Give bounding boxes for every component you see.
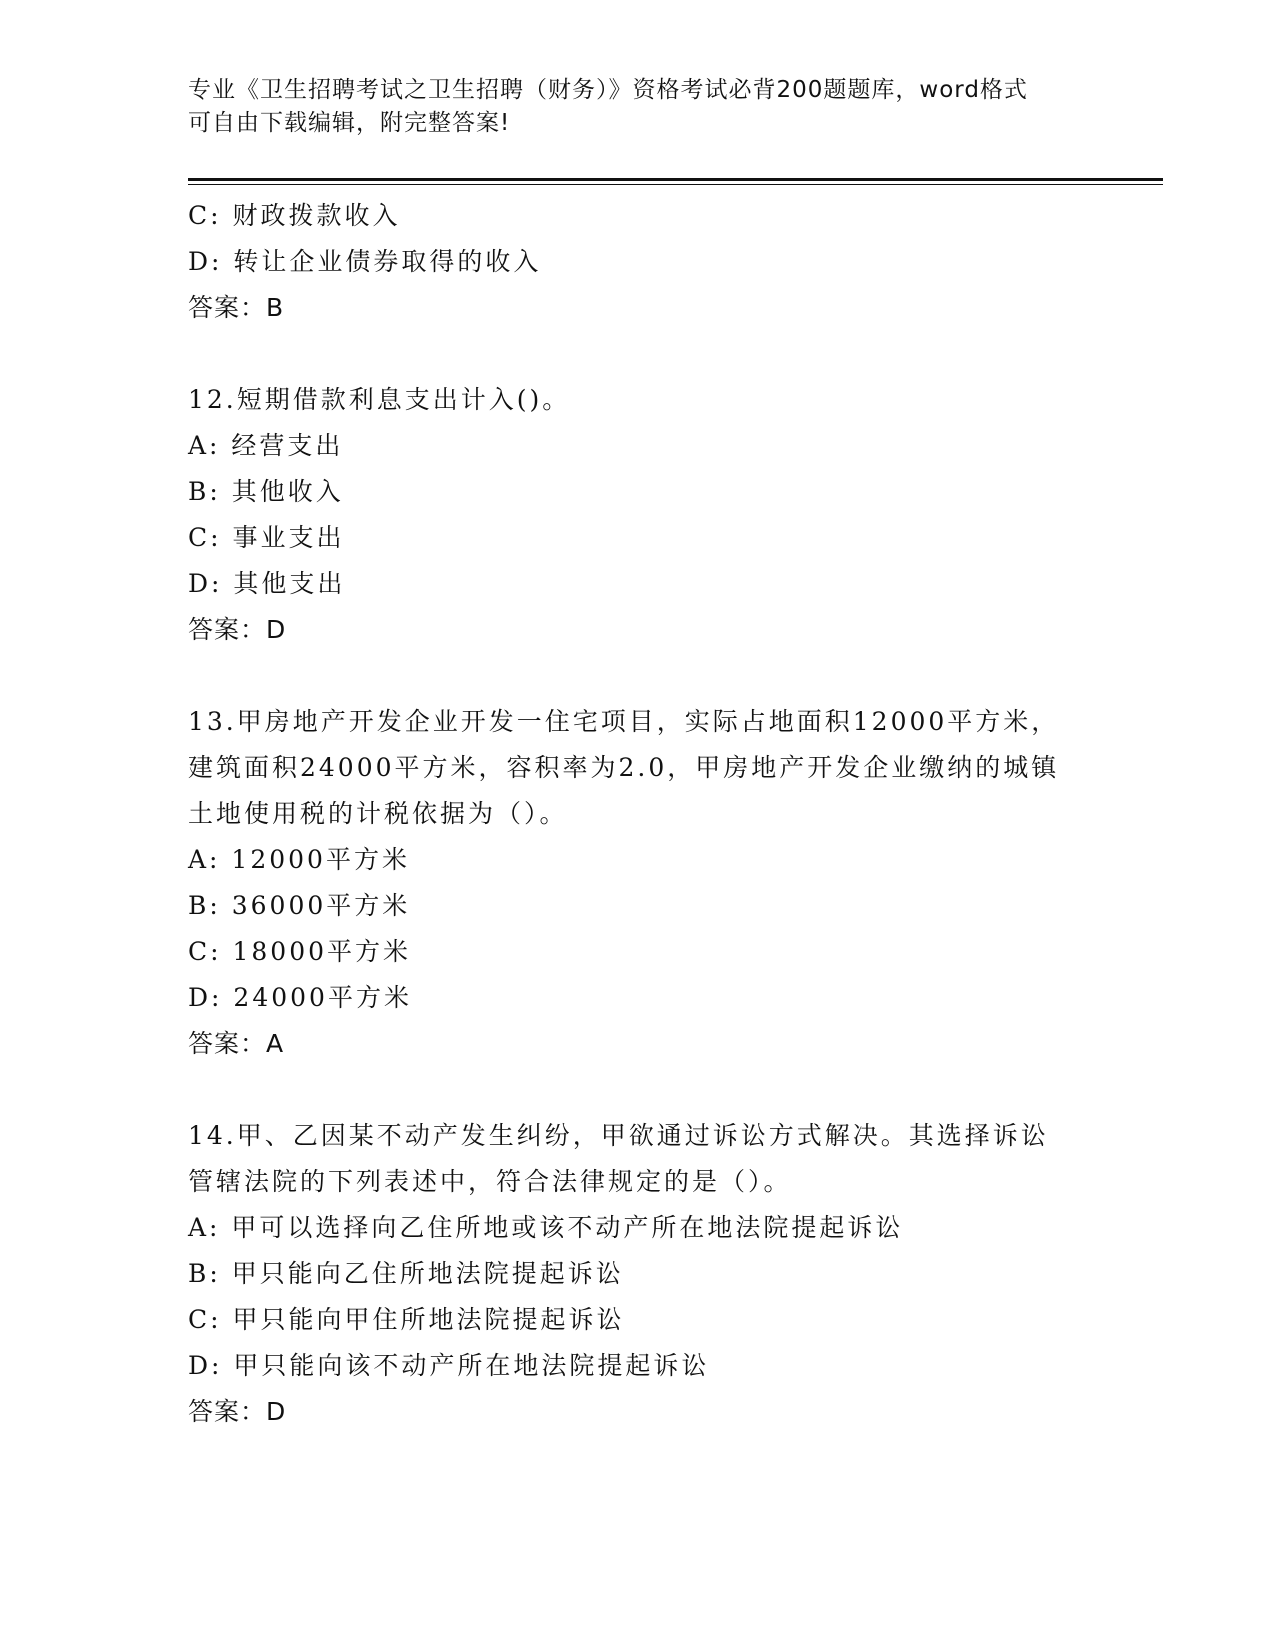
page-header <box>188 74 1088 140</box>
option-c: C: 事业支出 <box>188 523 345 552</box>
option-a: A: 经营支出 <box>188 431 344 460</box>
option-d: D: 24000平方米 <box>188 983 412 1012</box>
option-d: D: 转让企业债券取得的收入 <box>188 247 542 276</box>
answer-line: 答案：D <box>188 1397 287 1426</box>
option-d: D: 甲只能向该不动产所在地法院提起诉讼 <box>188 1351 710 1380</box>
question-stem: 建筑面积24000平方米，容积率为2.0，甲房地产开发企业缴纳的城镇 <box>188 753 1060 782</box>
question-14 <box>188 1113 1118 1435</box>
carryover-block <box>188 193 1118 331</box>
header-divider-thick <box>188 178 1163 181</box>
option-a: A: 甲可以选择向乙住所地或该不动产所在地法院提起诉讼 <box>188 1213 904 1242</box>
option-c: C: 18000平方米 <box>188 937 412 966</box>
option-a: A: 12000平方米 <box>188 845 410 874</box>
option-c: C: 甲只能向甲住所地法院提起诉讼 <box>188 1305 625 1334</box>
question-stem: 12.短期借款利息支出计入()。 <box>188 385 571 414</box>
answer-line: 答案：B <box>188 293 285 322</box>
option-d: D: 其他支出 <box>188 569 346 598</box>
header-line-1: 专业《卫生招聘考试之卫生招聘（财务）》资格考试必背200题题库，word格式 <box>188 77 1028 103</box>
option-b: B: 甲只能向乙住所地法院提起诉讼 <box>188 1259 624 1288</box>
question-spacer <box>188 331 1118 377</box>
question-stem: 14.甲、乙因某不动产发生纠纷，甲欲通过诉讼方式解决。其选择诉讼 <box>188 1121 1049 1150</box>
question-spacer <box>188 1067 1118 1113</box>
header-divider-thin <box>188 184 1163 185</box>
answer-line: 答案：D <box>188 615 287 644</box>
question-13 <box>188 699 1118 1067</box>
answer-line: 答案：A <box>188 1029 285 1058</box>
question-stem: 13.甲房地产开发企业开发一住宅项目，实际占地面积12000平方米， <box>188 707 1060 736</box>
option-b: B: 其他收入 <box>188 477 344 506</box>
header-line-2: 可自由下载编辑，附完整答案! <box>188 110 511 136</box>
question-stem: 管辖法院的下列表述中，符合法律规定的是（）。 <box>188 1167 792 1196</box>
option-b: B: 36000平方米 <box>188 891 411 920</box>
question-stem: 土地使用税的计税依据为（）。 <box>188 799 568 828</box>
document-body <box>188 193 1118 1435</box>
question-spacer <box>188 653 1118 699</box>
option-c: C: 财政拨款收入 <box>188 201 401 230</box>
question-12 <box>188 377 1118 653</box>
